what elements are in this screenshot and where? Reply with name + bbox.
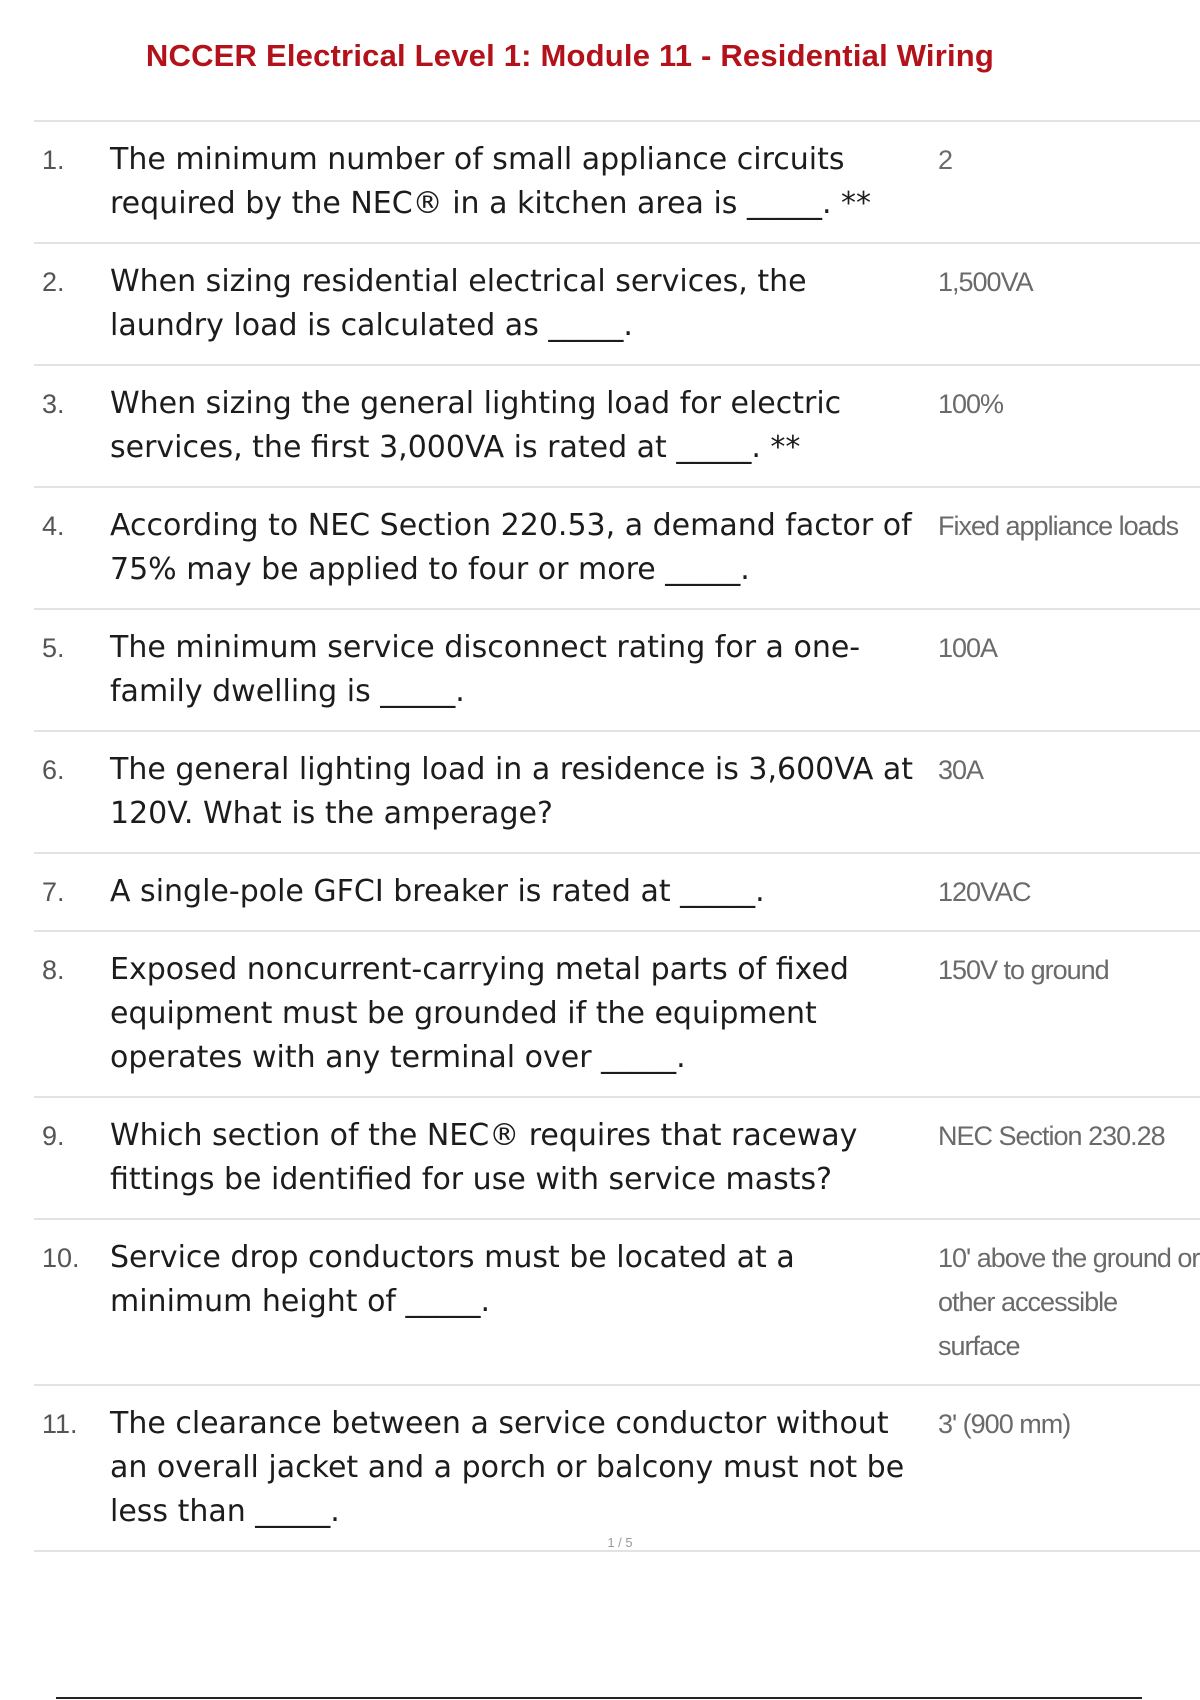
answer-text: 10' above the ground or other accessible surface bbox=[938, 1243, 1200, 1361]
answer-text: 2 bbox=[938, 145, 953, 175]
question-number: 6. bbox=[42, 755, 65, 785]
qa-row bbox=[34, 932, 1200, 1098]
qa-row bbox=[34, 1220, 1200, 1386]
question-text: Which section of the NEC® requires that raceway fittings be identified for use with service masts? bbox=[110, 1118, 858, 1197]
document-title: NCCER Electrical Level 1: Module 11 - Residential Wiring bbox=[145, 38, 995, 73]
qa-row bbox=[34, 854, 1200, 932]
question-text: The clearance between a service conductor without an overall jacket and a porch or balcony must not be less than _____. bbox=[110, 1406, 905, 1529]
page-indicator: 1 / 5 bbox=[607, 1535, 633, 1550]
question-number: 2. bbox=[42, 267, 65, 297]
answer-text: 100A bbox=[938, 633, 998, 663]
question-answer-list bbox=[34, 120, 1200, 1552]
question-text: Service drop conductors must be located at a minimum height of _____. bbox=[110, 1240, 795, 1319]
question-text: The minimum service disconnect rating for a one-family dwelling is _____. bbox=[110, 630, 861, 709]
qa-row bbox=[34, 244, 1200, 366]
qa-row bbox=[34, 1098, 1200, 1220]
question-number: 10. bbox=[42, 1243, 80, 1273]
bottom-divider bbox=[56, 1697, 1142, 1699]
answer-text: Fixed appliance loads bbox=[938, 511, 1179, 541]
answer-text: 100% bbox=[938, 389, 1004, 419]
qa-row bbox=[34, 610, 1200, 732]
answer-text: 30A bbox=[938, 755, 984, 785]
question-number: 1. bbox=[42, 145, 65, 175]
question-number: 3. bbox=[42, 389, 65, 419]
question-number: 5. bbox=[42, 633, 65, 663]
question-text: When sizing the general lighting load for electric services, the first 3,000VA is rated at _____. ** bbox=[110, 386, 842, 465]
question-number: 11. bbox=[42, 1409, 78, 1439]
question-number: 8. bbox=[42, 955, 65, 985]
question-number: 9. bbox=[42, 1121, 65, 1151]
qa-row bbox=[34, 1386, 1200, 1552]
answer-text: 1,500VA bbox=[938, 267, 1033, 297]
question-text: According to NEC Section 220.53, a demand factor of 75% may be applied to four or more _____. bbox=[110, 508, 912, 587]
qa-row bbox=[34, 366, 1200, 488]
question-text: When sizing residential electrical services, the laundry load is calculated as _____. bbox=[110, 264, 807, 343]
qa-row bbox=[34, 488, 1200, 610]
question-text: A single-pole GFCI breaker is rated at _____. bbox=[110, 874, 765, 909]
answer-text: 150V to ground bbox=[938, 955, 1109, 985]
question-text: The general lighting load in a residence is 3,600VA at 120V. What is the amperage? bbox=[110, 752, 914, 831]
question-number: 4. bbox=[42, 511, 65, 541]
question-number: 7. bbox=[42, 877, 65, 907]
qa-row bbox=[34, 122, 1200, 244]
qa-row bbox=[34, 732, 1200, 854]
question-text: Exposed noncurrent-carrying metal parts of fixed equipment must be grounded if the equipment operates with any terminal over _____. bbox=[110, 952, 849, 1075]
answer-text: 3' (900 mm) bbox=[938, 1409, 1071, 1439]
question-text: The minimum number of small appliance circuits required by the NEC® in a kitchen area is _____. ** bbox=[110, 142, 872, 221]
answer-text: NEC Section 230.28 bbox=[938, 1121, 1165, 1151]
answer-text: 120VAC bbox=[938, 877, 1031, 907]
